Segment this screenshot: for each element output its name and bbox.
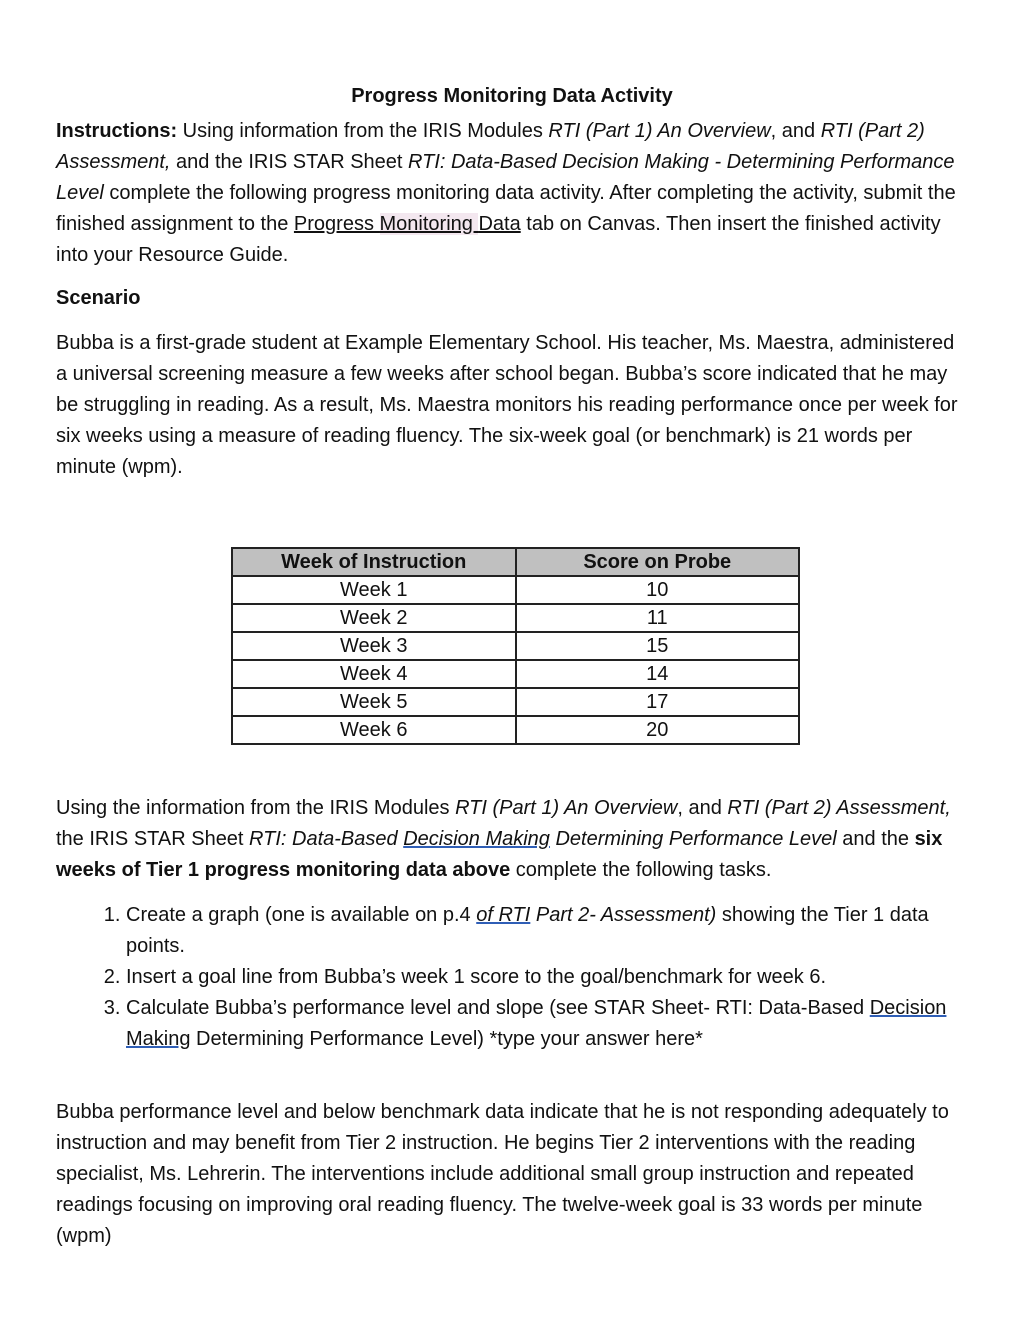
tier2-paragraph: Bubba performance level and below benchmark data indicate that he is not responding adequately to instruction and may benefit from Tier 2 instruction. He begins Tier 2 interventions with the reading specialist, Ms. Lehrerin. The interventions include additional small group instruction and repeated readings focusing on improving oral reading fluency. The twelve-week goal is 33 words per minute (wpm) (56, 1101, 949, 1247)
table-row (232, 632, 799, 660)
list-item: 2. Insert a goal line from Bubba’s week 1 score to the goal/benchmark for week 6. (126, 962, 968, 993)
table-row (232, 604, 799, 632)
document-page (56, 80, 968, 1252)
table-header-row (232, 548, 799, 576)
progress-data-table (231, 547, 800, 745)
week-cell: Week 1 (232, 576, 516, 604)
week-cell: Week 4 (232, 660, 516, 688)
score-cell: 14 (516, 660, 800, 688)
score-cell: 11 (516, 604, 800, 632)
list-item: 3. Calculate Bubba’s performance level and slope (see STAR Sheet- RTI: Data-Based Decision Making Determining Performance Level) *type your answer here* (126, 993, 968, 1055)
score-cell: 15 (516, 632, 800, 660)
week-cell: Week 3 (232, 632, 516, 660)
page-title: Progress Monitoring Data Activity (351, 85, 673, 107)
using-paragraph: Using the information from the IRIS Modules RTI (Part 1) An Overview, and RTI (Part 2) Assessment, the IRIS STAR Sheet RTI: Data-Based Decision Making Determining Performance Level and the six weeks of Tier 1 progress monitoring data above complete the following tasks. (56, 797, 951, 881)
table-row (232, 688, 799, 716)
score-cell: 20 (516, 716, 800, 744)
week-cell: Week 5 (232, 688, 516, 716)
table-row (232, 660, 799, 688)
week-cell: Week 6 (232, 716, 516, 744)
score-cell: 17 (516, 688, 800, 716)
canvas-tab-link[interactable]: Progress Monitoring Data (293, 213, 521, 235)
week-cell: Week 2 (232, 604, 516, 632)
rti-reference-link[interactable]: of RTI (476, 904, 531, 926)
scenario-paragraph: Bubba is a first-grade student at Example Elementary School. His teacher, Ms. Maestra, administered a universal screening measure a few weeks after school began. Bubba’s score indicated that he may be struggling in reading. As a result, Ms. Maestra monitors his reading performance once per week for six weeks using a measure of reading fluency. The six-week goal (or benchmark) is 21 words per minute (wpm). (56, 332, 958, 478)
instructions-label: Instructions: (56, 120, 178, 142)
task-list (56, 900, 968, 1055)
column-header-week: Week of Instruction (232, 548, 516, 576)
column-header-score: Score on Probe (516, 548, 800, 576)
list-item: 1. Create a graph (one is available on p.4 of RTI Part 2- Assessment) showing the Tier 1 data points. (126, 900, 968, 962)
score-cell: 10 (516, 576, 800, 604)
table-row (232, 716, 799, 744)
scenario-heading: Scenario (56, 287, 141, 309)
table-row (232, 576, 799, 604)
instructions-paragraph: Instructions: Using information from the IRIS Modules RTI (Part 1) An Overview, and RTI (Part 2) Assessment, and the IRIS STAR Sheet RTI: Data-Based Decision Making - Determining Performance Level complete the following progress monitoring data activity. After completing the activity, submit the finished assignment to the Progress Monitoring Data tab on Canvas. Then insert the finished activity into your Resource Guide. (56, 120, 956, 266)
